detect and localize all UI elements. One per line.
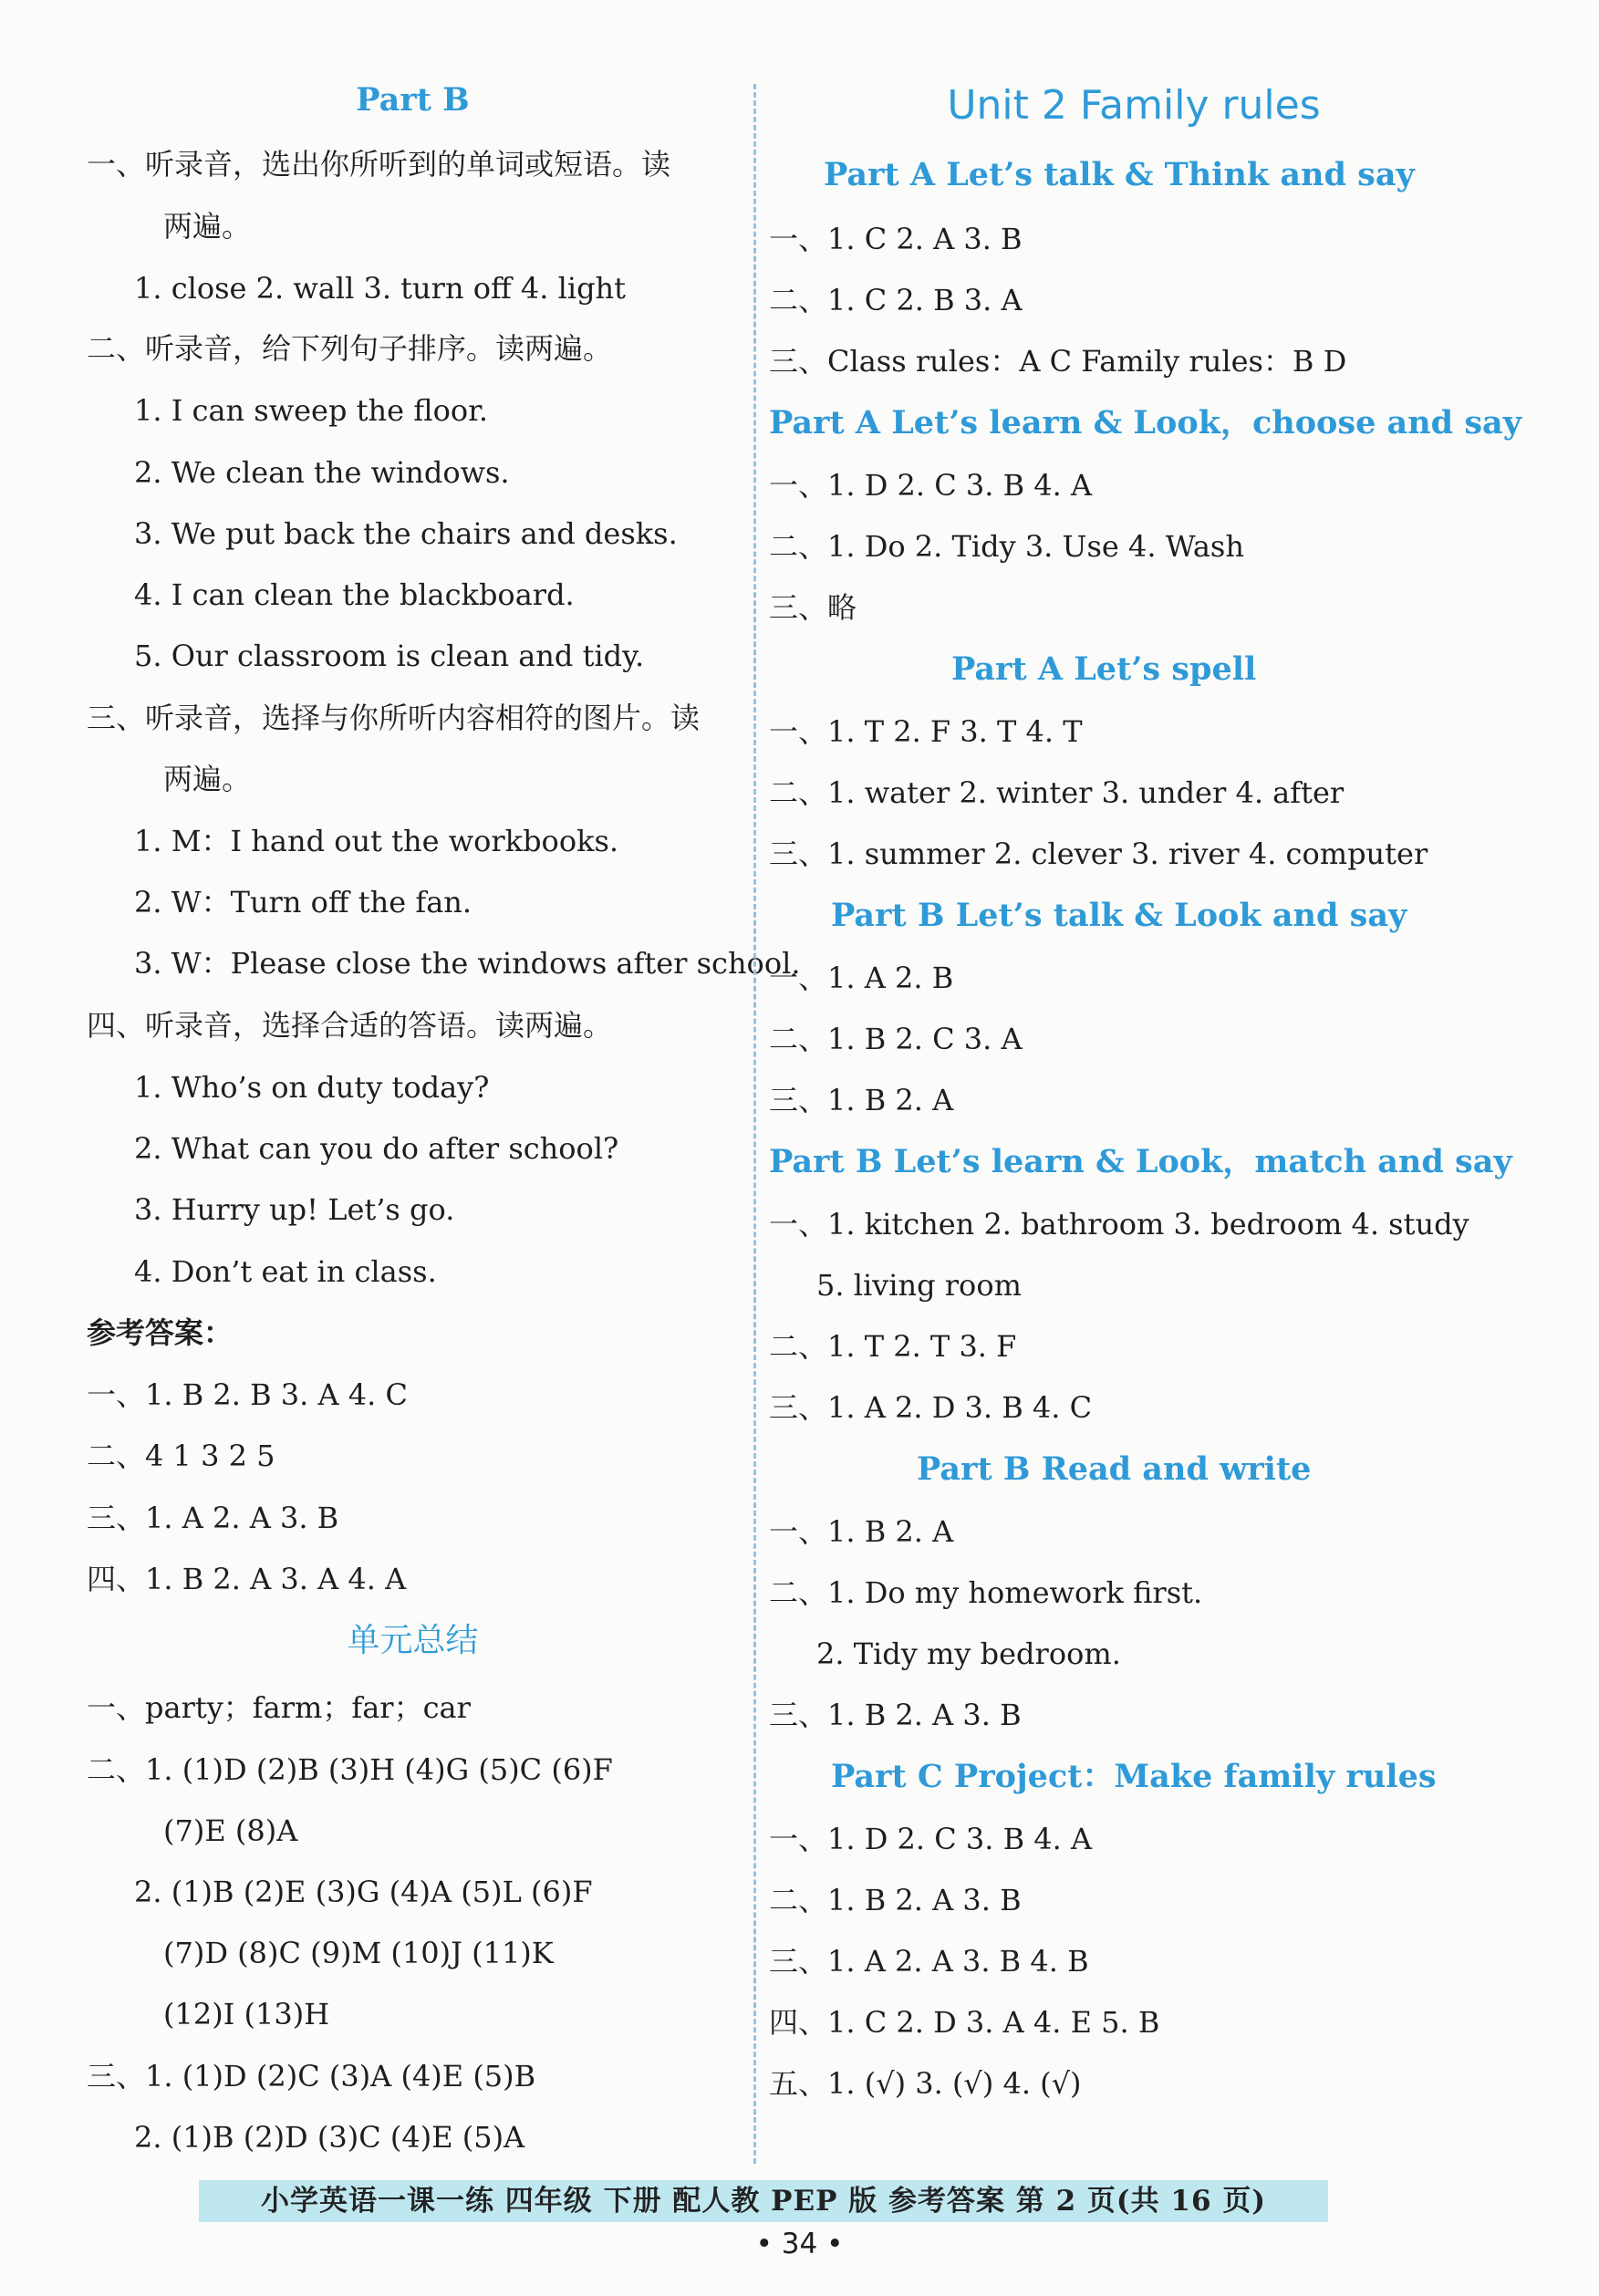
question-3-item: 1. M：I hand out the workbooks. (134, 824, 619, 858)
answer-line: 5. living room (816, 1268, 1022, 1303)
answer-line: 一、1. D 2. C 3. B 4. A (769, 1822, 1093, 1856)
answer-line: 二、4 1 3 2 5 (87, 1439, 275, 1473)
page-number: • 34 • (755, 2228, 844, 2260)
section-heading: Part B Read and write (917, 1450, 1312, 1488)
answer-line: 三、Class rules：A C Family rules：B D (769, 344, 1347, 379)
summary-line: 2. (1)B (2)E (3)G (4)A (5)L (6)F (134, 1875, 593, 1909)
question-2-item: 3. We put back the chairs and desks. (134, 516, 678, 551)
section-heading: Part A Let’s spell (951, 650, 1257, 688)
section-heading: Part B Let’s talk & Look and say (831, 897, 1407, 934)
answer-line: 一、1. C 2. A 3. B (769, 222, 1023, 256)
footer-band: 小学英语一课一练 四年级 下册 配人教 PEP 版 参考答案 第 2 页(共 16 页) (199, 2180, 1328, 2222)
summary-line: 二、1. (1)D (2)B (3)H (4)G (5)C (6)F (87, 1752, 613, 1787)
answer-line: 四、1. B 2. A 3. A 4. A (87, 1562, 407, 1596)
question-4-item: 3. Hurry up! Let’s go. (134, 1192, 455, 1227)
question-3-title-cont: 两遍。 (163, 762, 252, 796)
part-b-heading: Part B (356, 81, 470, 119)
answer-line: 一、1. D 2. C 3. B 4. A (769, 468, 1093, 503)
question-1-title-cont: 两遍。 (163, 209, 252, 244)
question-2-item: 5. Our classroom is clean and tidy. (134, 639, 645, 673)
section-heading: Part A Let’s talk & Think and say (824, 156, 1415, 193)
answer-line: 一、1. A 2. B (769, 961, 954, 995)
question-4-title: 四、听录音，选择合适的答语。读两遍。 (87, 1008, 613, 1043)
answer-line: 二、1. Do 2. Tidy 3. Use 4. Wash (769, 529, 1244, 564)
answer-line: 四、1. C 2. D 3. A 4. E 5. B (769, 2005, 1160, 2040)
question-3-item: 2. W：Turn off the fan. (134, 885, 472, 919)
summary-line: 一、party；farm；far；car (87, 1690, 471, 1725)
question-4-item: 2. What can you do after school? (134, 1131, 619, 1166)
summary-line: (7)D (8)C (9)M (10)J (11)K (163, 1936, 554, 1970)
answers-label: 参考答案： (87, 1315, 234, 1350)
answer-line: 二、1. T 2. T 3. F (769, 1329, 1017, 1364)
question-4-item: 4. Don’t eat in class. (134, 1254, 437, 1289)
answer-line: 二、1. B 2. A 3. B (769, 1883, 1022, 1917)
unit-title: Unit 2 Family rules (947, 82, 1321, 129)
answer-line: 一、1. T 2. F 3. T 4. T (769, 714, 1083, 749)
answer-line: 五、1. (√) 3. (√) 4. (√) (769, 2066, 1082, 2101)
question-1-items: 1. close 2. wall 3. turn off 4. light (134, 271, 627, 306)
question-2-item: 4. I can clean the blackboard. (134, 577, 575, 612)
section-heading: Part B Let’s learn & Look，match and say (769, 1143, 1512, 1180)
question-2-item: 2. We clean the windows. (134, 455, 510, 490)
summary-line: (7)E (8)A (163, 1813, 298, 1848)
summary-line: (12)I (13)H (163, 1997, 330, 2031)
answer-line: 一、1. B 2. B 3. A 4. C (87, 1377, 408, 1412)
summary-line: 三、1. (1)D (2)C (3)A (4)E (5)B (87, 2059, 536, 2093)
summary-line: 2. (1)B (2)D (3)C (4)E (5)A (134, 2120, 525, 2155)
answer-line: 三、1. summer 2. clever 3. river 4. computer (769, 836, 1428, 871)
section-heading: Part A Let’s learn & Look，choose and say (769, 404, 1522, 442)
answer-line: 二、1. C 2. B 3. A (769, 283, 1023, 317)
unit-summary-heading: 单元总结 (347, 1622, 479, 1659)
answer-line: 三、1. A 2. D 3. B 4. C (769, 1390, 1093, 1425)
answer-line: 三、略 (769, 590, 857, 625)
answer-line: 一、1. B 2. A (769, 1514, 954, 1549)
question-3-title: 三、听录音，选择与你所听内容相符的图片。读 (87, 701, 701, 735)
answer-line: 三、1. A 2. A 3. B 4. B (769, 1944, 1089, 1979)
answer-line: 三、1. B 2. A 3. B (769, 1698, 1022, 1732)
question-3-item: 3. W：Please close the windows after school. (134, 946, 801, 981)
answer-line: 二、1. Do my homework first. (769, 1575, 1203, 1610)
answer-line: 一、1. kitchen 2. bathroom 3. bedroom 4. study (769, 1207, 1469, 1242)
question-2-title: 二、听录音，给下列句子排序。读两遍。 (87, 331, 613, 366)
section-heading: Part C Project：Make family rules (831, 1758, 1437, 1795)
answer-line: 2. Tidy my bedroom. (816, 1636, 1121, 1671)
question-4-item: 1. Who’s on duty today? (134, 1070, 490, 1105)
answer-line: 三、1. A 2. A 3. B (87, 1501, 339, 1535)
column-divider (753, 84, 756, 2164)
answer-line: 三、1. B 2. A (769, 1083, 954, 1117)
question-1-title: 一、听录音，选出你所听到的单词或短语。读 (87, 147, 671, 182)
answer-line: 二、1. B 2. C 3. A (769, 1022, 1023, 1056)
question-2-item: 1. I can sweep the floor. (134, 393, 489, 428)
answer-line: 二、1. water 2. winter 3. under 4. after (769, 775, 1345, 810)
